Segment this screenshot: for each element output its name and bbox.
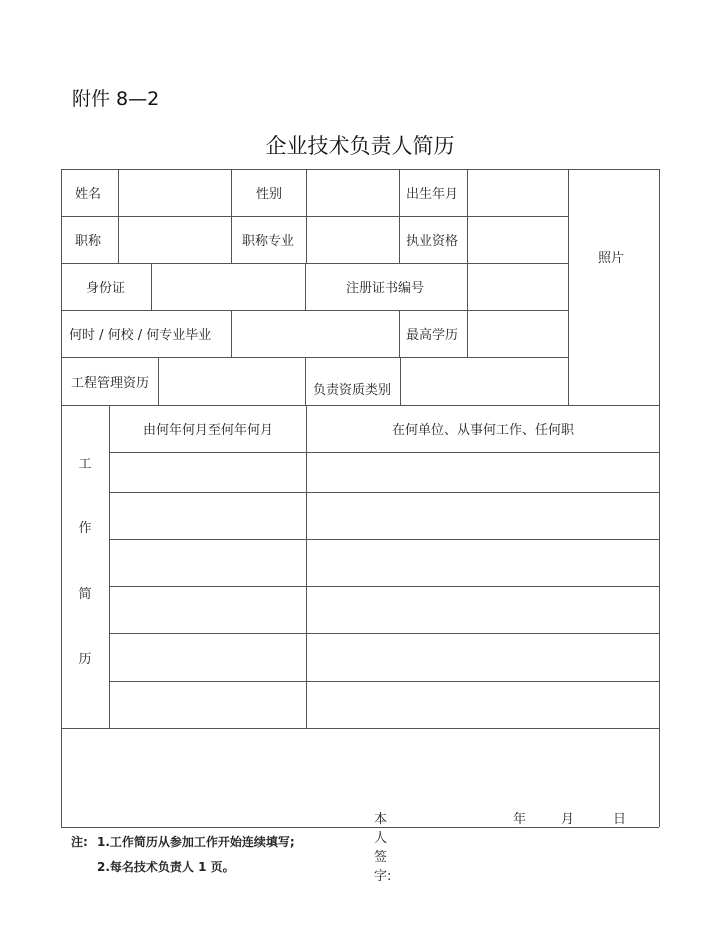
col-line <box>305 263 306 310</box>
signature-month-label: 月 <box>561 812 575 827</box>
col-line <box>399 310 400 357</box>
signature-year-label: 年 <box>513 812 527 827</box>
work-period-cell[interactable] <box>110 587 306 633</box>
col-line <box>305 357 306 405</box>
label-registration-cert-no: 注册证书编号 <box>346 281 425 296</box>
responsible-qualification-type-field[interactable] <box>401 358 567 405</box>
name-field[interactable] <box>119 170 230 216</box>
label-highest-education: 最高学历 <box>406 328 459 343</box>
work-position-header: 在何单位、从事何工作、任何职 <box>391 423 574 438</box>
table-border-bottom <box>61 827 659 828</box>
signature-day-label: 日 <box>613 812 627 827</box>
label-photo: 照片 <box>598 250 625 266</box>
label-birth: 出生年月 <box>406 187 459 202</box>
notes-prefix: 注: <box>71 835 88 849</box>
label-practice-qualification: 执业资格 <box>406 234 459 249</box>
id-card-field[interactable] <box>152 264 304 310</box>
label-job-title-major: 职称专业 <box>242 234 295 249</box>
birth-field[interactable] <box>468 170 567 216</box>
note-item-1: 1.工作简历从参加工作开始连续填写; <box>97 835 295 849</box>
table-border-right <box>659 169 660 827</box>
col-line <box>231 169 232 263</box>
photo-box[interactable] <box>569 170 658 404</box>
page-title: 企业技术负责人简历 <box>265 134 455 158</box>
attachment-label: 附件 8—2 <box>72 88 160 110</box>
work-position-cell[interactable] <box>307 587 659 633</box>
registration-cert-no-field[interactable] <box>468 264 567 310</box>
label-graduation: 何时 / 何校 / 何专业毕业 <box>69 328 212 343</box>
job-title-major-field[interactable] <box>307 217 398 263</box>
label-name: 姓名 <box>75 187 102 202</box>
work-period-cell[interactable] <box>110 634 306 681</box>
label-gender: 性别 <box>256 187 283 202</box>
work-history-side-char: 作 <box>78 521 92 536</box>
work-period-cell[interactable] <box>110 682 306 728</box>
work-position-cell[interactable] <box>307 682 659 728</box>
label-id-card: 身份证 <box>86 281 126 296</box>
work-period-cell[interactable] <box>110 453 306 492</box>
job-title-field[interactable] <box>119 217 230 263</box>
work-position-cell[interactable] <box>307 634 659 681</box>
work-history-side-char: 工 <box>78 457 92 472</box>
signature-label: 本人签字: <box>374 812 392 884</box>
work-period-cell[interactable] <box>110 540 306 586</box>
gender-field[interactable] <box>307 170 398 216</box>
work-history-side-char: 简 <box>78 587 92 602</box>
col-line <box>399 169 400 263</box>
label-engineering-experience: 工程管理资历 <box>71 375 150 391</box>
work-history-side-char: 历 <box>78 652 92 667</box>
graduation-field[interactable] <box>232 311 398 357</box>
work-position-cell[interactable] <box>307 493 659 539</box>
engineering-experience-field[interactable] <box>159 358 304 405</box>
work-period-header: 由何年何月至何年何月 <box>142 423 273 438</box>
work-position-cell[interactable] <box>307 453 659 492</box>
highest-education-field[interactable] <box>468 311 567 357</box>
work-period-cell[interactable] <box>110 493 306 539</box>
note-item-2: 2.每名技术负责人 1 页。 <box>97 860 235 874</box>
work-position-cell[interactable] <box>307 540 659 586</box>
label-job-title: 职称 <box>75 234 102 249</box>
practice-qualification-field[interactable] <box>468 217 567 263</box>
label-responsible-qualification-type: 负责资质类别 <box>313 382 392 398</box>
